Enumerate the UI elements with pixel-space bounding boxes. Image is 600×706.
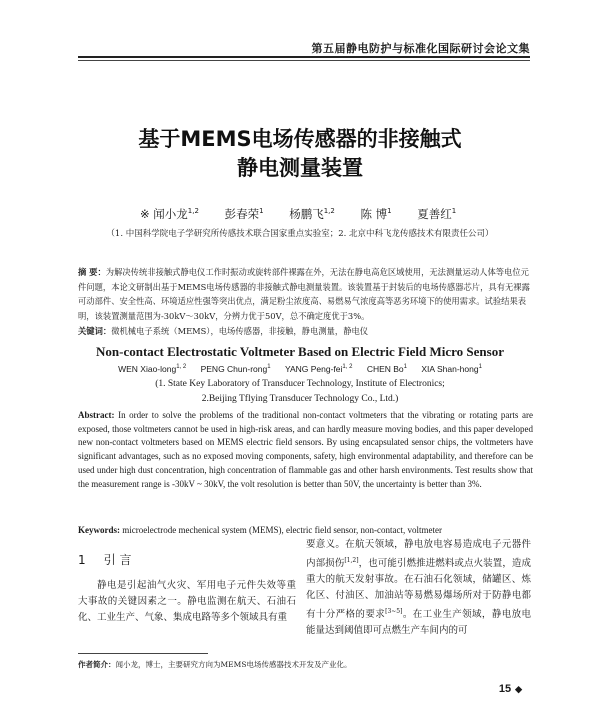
keywords-zh-label: 关键词： [78, 326, 112, 336]
keywords-zh-text: 微机械电子系统（MEMS），电场传感器，非接触，静电测量，静电仪 [111, 326, 369, 336]
affiliation-en-line2: 2.Beijing Tflying Transducer Technology Co., Ltd.) [201, 394, 399, 404]
author-zh: 夏善红$^1$ [417, 207, 457, 221]
author-en: YANG Peng-fei$^{1, 2}$ [284, 364, 353, 374]
author-en: CHEN Bo$^1$ [366, 364, 407, 374]
abstract-zh [78, 265, 533, 323]
body-paragraph-left: 静电是引起油气火灾、军用电子元件失效等重大事故的关键因素之一。静电监测在航天、石油石化、工业生产、气象、集成电路等多个领域具有重 [78, 580, 296, 623]
abstract-en-text: In order to solve the problems of the traditional non-contact voltmeters that the vibrating or rotating parts are exposed, those voltmeters cannot be used in high-risk areas, and can hardly measure moving bodies, and this paper developed new non-contact voltmeters based on MEMS electric field sensors. By using encapsulated sensor chips, the voltmeters have significant advantages, such as no exposed moving components, safety, high environmental adaptability, and therefore can be used under high dust concentration, high concentration of flammable gas and other harsh environments. Test results show that the measurement range is -30kV ~ 30kV, the volt resolution is better than 50V, the uncertainty is better than 3%. [78, 410, 533, 489]
header-rule-thin [78, 60, 530, 61]
abstract-zh-label: 摘 要： [78, 267, 106, 277]
author-zh: ※ 闻小龙$^{1,2}$ [140, 207, 199, 221]
footnote-rule [78, 653, 208, 654]
abstract-en-label: Abstract: [78, 410, 115, 420]
keywords-en [78, 525, 533, 535]
affiliation-zh: （1. 中国科学院电子学研究所传感技术联合国家重点实验室；2. 北京中科飞龙传感技术有限责任公司） [106, 229, 494, 239]
affiliation-en-line1: (1. State Key Laboratory of Transducer Technology, Institute of Electronics; [155, 379, 445, 389]
body-paragraph-right: 要意义。在航天领域，静电放电容易造成电子元器件内部损伤[1,2]，也可能引燃推进燃料或点火装置，造成重大的航天发射事故。在石油石化领域，储罐区、炼化区、付油区、加油站等易燃易爆场所对于防静电都有十分严格的要求[3~5]。在工业生产领域，静电放电能量达到阈值即可点燃生产车间内的可 [306, 539, 531, 637]
section-title: 引 言 [103, 553, 132, 567]
author-en: XIA Shan-hong$^1$ [421, 364, 482, 374]
author-zh: 彭春荣$^1$ [224, 207, 264, 221]
footnote-label: 作者简介： [78, 660, 116, 669]
footnote [78, 659, 351, 670]
paper-title-en: Non-contact Electrostatic Voltmeter Based on Electric Field Micro Sensor [96, 344, 504, 359]
citation: [1,2] [344, 557, 359, 564]
paper-title-zh-line2: 静电测量装置 [237, 156, 363, 180]
keywords-en-label: Keywords: [78, 525, 120, 535]
page-number: 15 ◆ [498, 683, 522, 695]
authors-en [0, 364, 600, 374]
citation: [3~5] [385, 608, 403, 616]
author-en: WEN Xiao-long$^{1, 2}$ [118, 364, 187, 374]
paper-title-zh-line1: 基于MEMS电场传感器的非接触式 [138, 127, 462, 151]
author-zh: 陈 博$^1$ [360, 207, 392, 221]
footnote-text: 闻小龙，博士，主要研究方向为MEMS电场传感器技术开发及产业化。 [115, 660, 352, 669]
author-zh: 杨鹏飞$^{1,2}$ [289, 207, 335, 221]
abstract-en [78, 409, 533, 491]
header-rule [78, 56, 530, 58]
section-heading [78, 551, 131, 568]
author-en: PENG Chun-rong$^1$ [200, 364, 271, 374]
running-title: 第五届静电防护与标准化国际研讨会论文集 [311, 42, 530, 55]
keywords-en-text: microelectrode mechenical system (MEMS), electric field sensor, non-contact, voltmeter [122, 525, 443, 535]
diamond-icon: ◆ [515, 684, 522, 694]
section-number: 1 [78, 553, 86, 567]
keywords-zh [78, 324, 533, 339]
abstract-zh-text: 为解决传统非接触式静电仪工作时振动或旋转部件裸露在外，无法在静电高危区域使用，无法测量运动人体等电位元件问题，本论文研制出基于MEMS电场传感器的非接触式静电测量装置。该装置基于封装后的电场传感器芯片，具有无裸露可动部件、安全性高、环境适应性强等突出优点，满足粉尘浓度高、易燃易气浓度高等恶劣环境下的使用需求。试验结果表明，该装置测量范围为-30kV～30kV，分辨力优于50V，总不确定度优于3%。 [78, 267, 530, 321]
authors-zh [140, 206, 500, 222]
